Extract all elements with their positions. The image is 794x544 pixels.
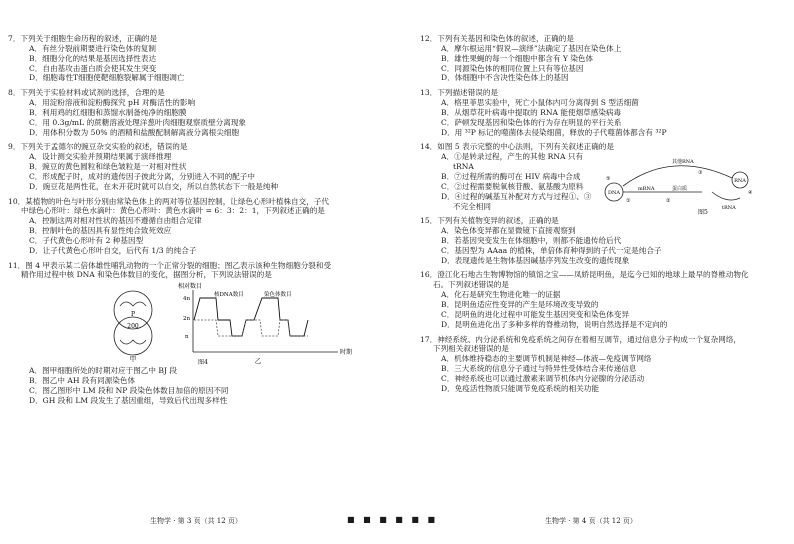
question-14 [420, 142, 788, 217]
step-number: ③ [698, 170, 703, 177]
option-a: A．有丝分裂前期要进行染色体的复制 [29, 43, 156, 53]
option-b: B．从烟草花叶病毒中提取的 RNA 能使烟草感染病毒 [441, 107, 622, 117]
option-b: B．控制叶色的基因具有显性纯合致死效应 [29, 226, 172, 236]
option-a: A．①是转录过程，产生的其他 RNA 只有 [441, 152, 584, 162]
question-stem: 10．某植物的叶色与叶形分别由常染色体上的两对等位基因控制，让绿色心形叶植株自交，子代 [8, 196, 330, 206]
question-stem-cont: 中绿色心形叶：绿色水滴叶：黄色心形叶：黄色水滴叶 = 6：3：2：1，下列叙述正确的是 [21, 206, 325, 216]
question-7 [8, 34, 376, 83]
option-c: C．用 0.3g/mL 的蔗糖溶液处理洋葱叶肉细胞观察质壁分离现象 [29, 117, 247, 127]
question-11 [8, 261, 376, 406]
x-axis-label: 时期 [340, 349, 353, 357]
label-mrna: mRNA [638, 186, 655, 193]
option-b: B．⑦过程所需的酶可在 HIV 病毒中合成 [441, 171, 581, 181]
question-17 [420, 335, 788, 394]
question-stem: 15．下列有关植物变异的叙述，正确的是 [420, 216, 559, 226]
option-c: C．昆明鱼的进化过程中可能发生基因突变和染色体变异 [441, 309, 630, 319]
question-13 [420, 88, 788, 137]
question-stem-cont: 石。下列叙述错误的是 [433, 280, 509, 290]
question-stem-cont: 精作用过程中核 DNA 和染色体数目的变化，据图分析，下列说法错误的是 [21, 270, 272, 280]
y-tick: 2n [183, 316, 191, 323]
page-separator: ■ ■ ■ ■ ■ ■ [347, 515, 439, 524]
node-dna: DNA [608, 190, 620, 197]
option-b: B．利用鸡的红细胞和蒸馏水制备纯净的细胞膜 [29, 107, 187, 117]
option-a: A．格里菲思实验中，死亡小鼠体内可分离得到 S 型活细菌 [441, 98, 639, 108]
question-stem: 7．下列关于细胞生命历程的叙述，正确的是 [8, 34, 158, 43]
option-a: A．控制这两对相对性状的基因不遵循自由组合定律 [29, 216, 202, 226]
option-d: D．GH 段和 LM 段发生了基因重组，导致后代出现多样性 [29, 395, 228, 405]
option-b: B．昆明鱼适应性变异的产生是环境改变导致的 [441, 300, 599, 310]
option-d: D．表现遗传是生物体基因碱基序列发生改变的遗传现象 [441, 255, 630, 265]
label-other-rna: 其他RNA [672, 159, 694, 166]
option-b: B．三大系统的信息分子通过与特异性受体结合来传递信息 [441, 364, 637, 374]
option-a-cont: tRNA [453, 162, 474, 172]
label-trna: tRNA [722, 205, 736, 212]
option-d: D．豌豆花是两性花，在未开花时就可以自交，所以自然状态下一般是纯种 [29, 181, 279, 191]
question-12 [420, 34, 788, 83]
label-protein: 蛋白质 [672, 186, 688, 193]
option-c: C．神经系统也可以通过激素来调节机体内分泌腺的分泌活动 [441, 373, 645, 383]
option-a: A．用淀粉溶液和淀粉酶探究 pH 对酶活性的影响 [29, 98, 196, 108]
right-column [420, 34, 788, 394]
option-a: A．机体维持稳态的主要调节机制是神经—体液—免疫调节网络 [441, 354, 652, 364]
question-9 [8, 142, 376, 191]
option-a: A．化石是研究生物进化唯一的证据 [441, 290, 561, 300]
cell-jia [114, 291, 152, 363]
page-footer-left: 生物学 · 第 3 页（共 12 页） [150, 517, 242, 525]
option-b: B．图乙中 AH 段有同源染色体 [29, 376, 136, 386]
question-stem: 17．神经系统、内分泌系统和免疫系统之间存在着相互调节，通过信息分子构成一个复杂网络， [420, 334, 742, 344]
option-d: D．昆明鱼进化出了多种多样的脊椎动物，说明自然选择是不定向的 [441, 319, 668, 329]
cell-label: P [130, 311, 136, 319]
graph-yi [178, 282, 352, 365]
figure-title: 图5 [698, 209, 708, 217]
option-d: D．用 ³²P 标记的噬菌体去侵染细菌，释放的子代噬菌体都含有 ³²P [441, 127, 667, 137]
figure-5 [602, 154, 762, 216]
option-d: D．用体积分数为 50% 的酒精和盐酸配制解离液分离根尖细胞 [29, 127, 240, 137]
option-c: C．子代黄色心形叶有 2 种基因型 [29, 236, 144, 245]
option-b: B．若基因突变发生在体细胞中，则都不能遗传给后代 [441, 236, 622, 245]
option-b: B．雄性果蝇的每一个细胞中都含有 Y 染色体 [441, 53, 594, 63]
option-c: C．②过程需要脱氧核苷酸、氨基酸为原料 [441, 181, 584, 191]
question-stem: 12．下列有关基因和染色体的叙述，正确的是 [420, 34, 574, 43]
y-tick: 4n [183, 296, 191, 303]
option-d: D．体细胞中不含决性染色体上的基因 [441, 73, 569, 83]
option-a: A．图甲细胞所处的时期对应于图乙中 BJ 段 [29, 366, 178, 376]
question-stem-cont: 下列相关叙述错误的是 [433, 344, 509, 354]
y-axis-label: 相对数目 [178, 283, 203, 291]
question-10 [8, 197, 376, 256]
question-15 [420, 216, 788, 265]
left-column [8, 34, 376, 406]
question-8 [8, 88, 376, 137]
legend-chromosome: 染色体数目 [264, 292, 292, 299]
option-a: A．摩尔根运用“假说—演绎”法确定了基因在染色体上 [441, 43, 622, 53]
cell-label: 200 [127, 323, 139, 331]
step-number: ⑤ [606, 176, 611, 183]
option-c: C．图乙图形中 LM 段和 NP 段染色体数目加倍的原因不同 [29, 386, 229, 396]
question-stem: 14．如图 5 表示完整的中心法则，下列有关叙述正确的是 [420, 142, 614, 152]
question-16 [420, 270, 788, 329]
question-stem: 13．下列描述错误的是 [420, 88, 499, 98]
step-number: ④ [748, 190, 753, 197]
option-d: D．免疫活性物质只能调节免疫系统的相关功能 [441, 383, 599, 393]
option-c: C．基因型为 AAaa 的植株，单倍体育种得到的子代一定是纯合子 [441, 245, 662, 255]
option-c: C．形成配子时，成对的遗传因子彼此分离，分别进入不同的配子中 [29, 171, 256, 181]
option-b: B．豌豆的黄色圆粒和绿色皱粒是一对相对性状 [29, 162, 187, 172]
question-stem: 11．图 4 甲表示某二倍体雄性哺乳动物的一个正常分裂的细胞；图乙表示该种生物细胞分裂和受 [8, 260, 332, 270]
node-rna: RNA [734, 178, 746, 185]
option-d-cont: 不完全相同 [453, 201, 491, 211]
figure-label-yi: 乙 [254, 357, 262, 366]
option-b: B．细胞分化的结果是基因选择性表达 [29, 53, 157, 63]
option-d: D．④过程的碱基互补配对方式与过程①、③ [441, 191, 592, 201]
dna-line [194, 298, 308, 336]
step-number: ② [666, 198, 671, 205]
figure-title: 图4 [198, 359, 208, 367]
figure-4-drawing [8, 280, 376, 366]
chromosome-line [194, 320, 308, 336]
figure-label-jia: 甲 [129, 355, 137, 364]
question-stem: 8．下列关于实验材料或试剂的选择，合理的是 [8, 88, 165, 98]
y-tick: n [185, 334, 189, 341]
option-d: D．细胞毒性T细胞使靶细胞裂解属于细胞凋亡 [29, 73, 185, 83]
option-c: C．同源染色体的相同位置上只有等位基因 [441, 63, 584, 73]
page-footer-right: 生物学 · 第 4 页（共 12 页） [545, 517, 637, 525]
question-stem: 16．澄江化石地古生物博物馆的镇馆之宝——凤娇昆明鱼，是迄今已知的地球上最早的脊椎动物化 [420, 270, 749, 280]
step-number: ① [626, 198, 631, 205]
option-a: A．设计测交实验并预期结果属于演绎推理 [29, 152, 172, 162]
option-a: A．染色体变异都在显微镜下直接观察到 [441, 226, 576, 236]
figure-4 [8, 280, 376, 366]
option-c: C．萨顿发现基因和染色体的行为存在明显的平行关系 [441, 117, 622, 127]
legend-dna: 核DNA数目 [214, 292, 244, 299]
option-d: D．让子代黄色心形叶自交，后代有 1/3 的纯合子 [29, 245, 197, 255]
question-stem: 9．下列关于孟德尔的豌豆杂交实验的叙述，错误的是 [8, 142, 188, 152]
option-c: C．自由基攻击蛋白质会使其发生突变 [29, 63, 157, 73]
